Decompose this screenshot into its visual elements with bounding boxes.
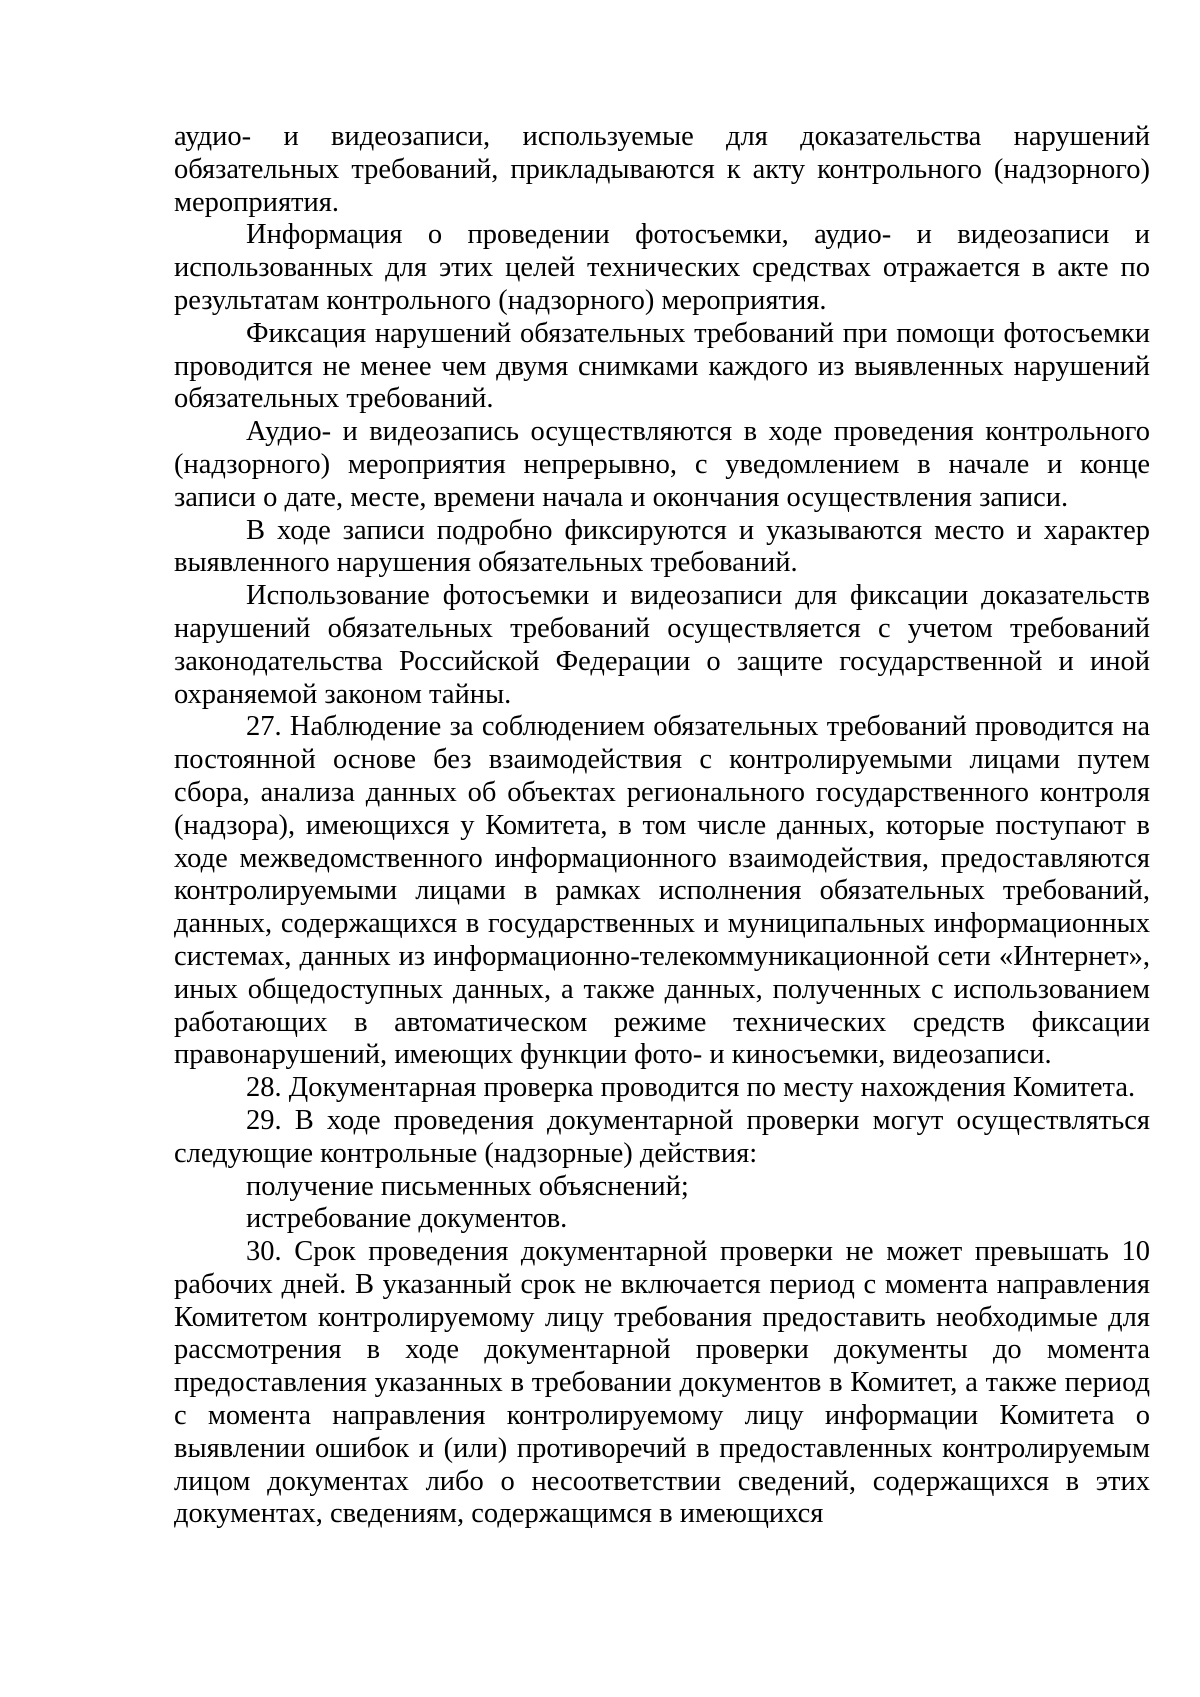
list-item-written-explanations: получение письменных объяснений;: [246, 1170, 689, 1202]
paragraph-28-documentary-check: 28. Документарная проверка проводится по месту нахождения Комитета.: [246, 1072, 1136, 1104]
paragraph-29-control-actions: 29. В ходе проведения документарной проверки могут осуществляться следующие контрольные (надзорные) действия:: [174, 1104, 1150, 1169]
paragraph-audio-video-recording: Аудио- и видеозапись осуществляются в ходе проведения контрольного (надзорного) мероприятия непрерывно, с уведомлением в начале и конце записи о дате, месте, времени начала и окончания осуществления записи.: [174, 416, 1150, 513]
paragraph-27-observation: 27. Наблюдение за соблюдением обязательных требований проводится на постоянной основе без взаимодействия с контролируемыми лицами путем сбора, анализа данных об объектах регионального государственного контроля (надзора), имеющихся у Комитета, в том числе данных, которые поступают в ходе межведомственного информационного взаимодействия, предоставляются контролируемыми лицами в рамках исполнения обязательных требований, данных, содержащихся в государственных и муниципальных информационных системах, данных из информационно-телекоммуникационной сети «Интернет», иных общедоступных данных, а также данных, полученных с использованием работающих в автоматическом режиме технических средств фиксации правонарушений, имеющих функции фото- и киносъемки, видеозаписи.: [174, 711, 1150, 1071]
document-page: [174, 121, 1150, 1531]
paragraph-photo-info: Информация о проведении фотосъемки, аудио- и видеозаписи и использованных для этих целей технических средствах отражается в акте по результатам контрольного (надзорного) мероприятия.: [174, 219, 1150, 316]
list-item-document-request: истребование документов.: [246, 1203, 568, 1235]
paragraph-audio-video-attachments: аудио- и видеозаписи, используемые для доказательства нарушений обязательных требований, прикладываются к акту контрольного (надзорного) мероприятия.: [174, 121, 1150, 218]
paragraph-30-check-duration: 30. Срок проведения документарной проверки не может превышать 10 рабочих дней. В указанный срок не включается период с момента направления Комитетом контролируемому лицу требования предоставить необходимые для рассмотрения в ходе документарной проверки документы до момента предоставления указанных в требовании документов в Комитет, а также период с момента направления контролируемому лицу информации Комитета о выявлении ошибок и (или) противоречий в предоставленных контролируемым лицом документах либо о несоответствии сведений, содержащихся в этих документах, сведениям, содержащимся в имеющихся: [174, 1236, 1150, 1530]
paragraph-photo-fixation: Фиксация нарушений обязательных требований при помощи фотосъемки проводится не менее чем двумя снимками каждого из выявленных нарушений обязательных требований.: [174, 317, 1150, 415]
paragraph-secrecy-requirements: Использование фотосъемки и видеозаписи для фиксации доказательств нарушений обязательных требований осуществляется с учетом требований законодательства Российской Федерации о защите государственной и иной охраняемой законом тайны.: [174, 580, 1150, 710]
paragraph-recording-details: В ходе записи подробно фиксируются и указываются место и характер выявленного нарушения обязательных требований.: [174, 514, 1150, 579]
